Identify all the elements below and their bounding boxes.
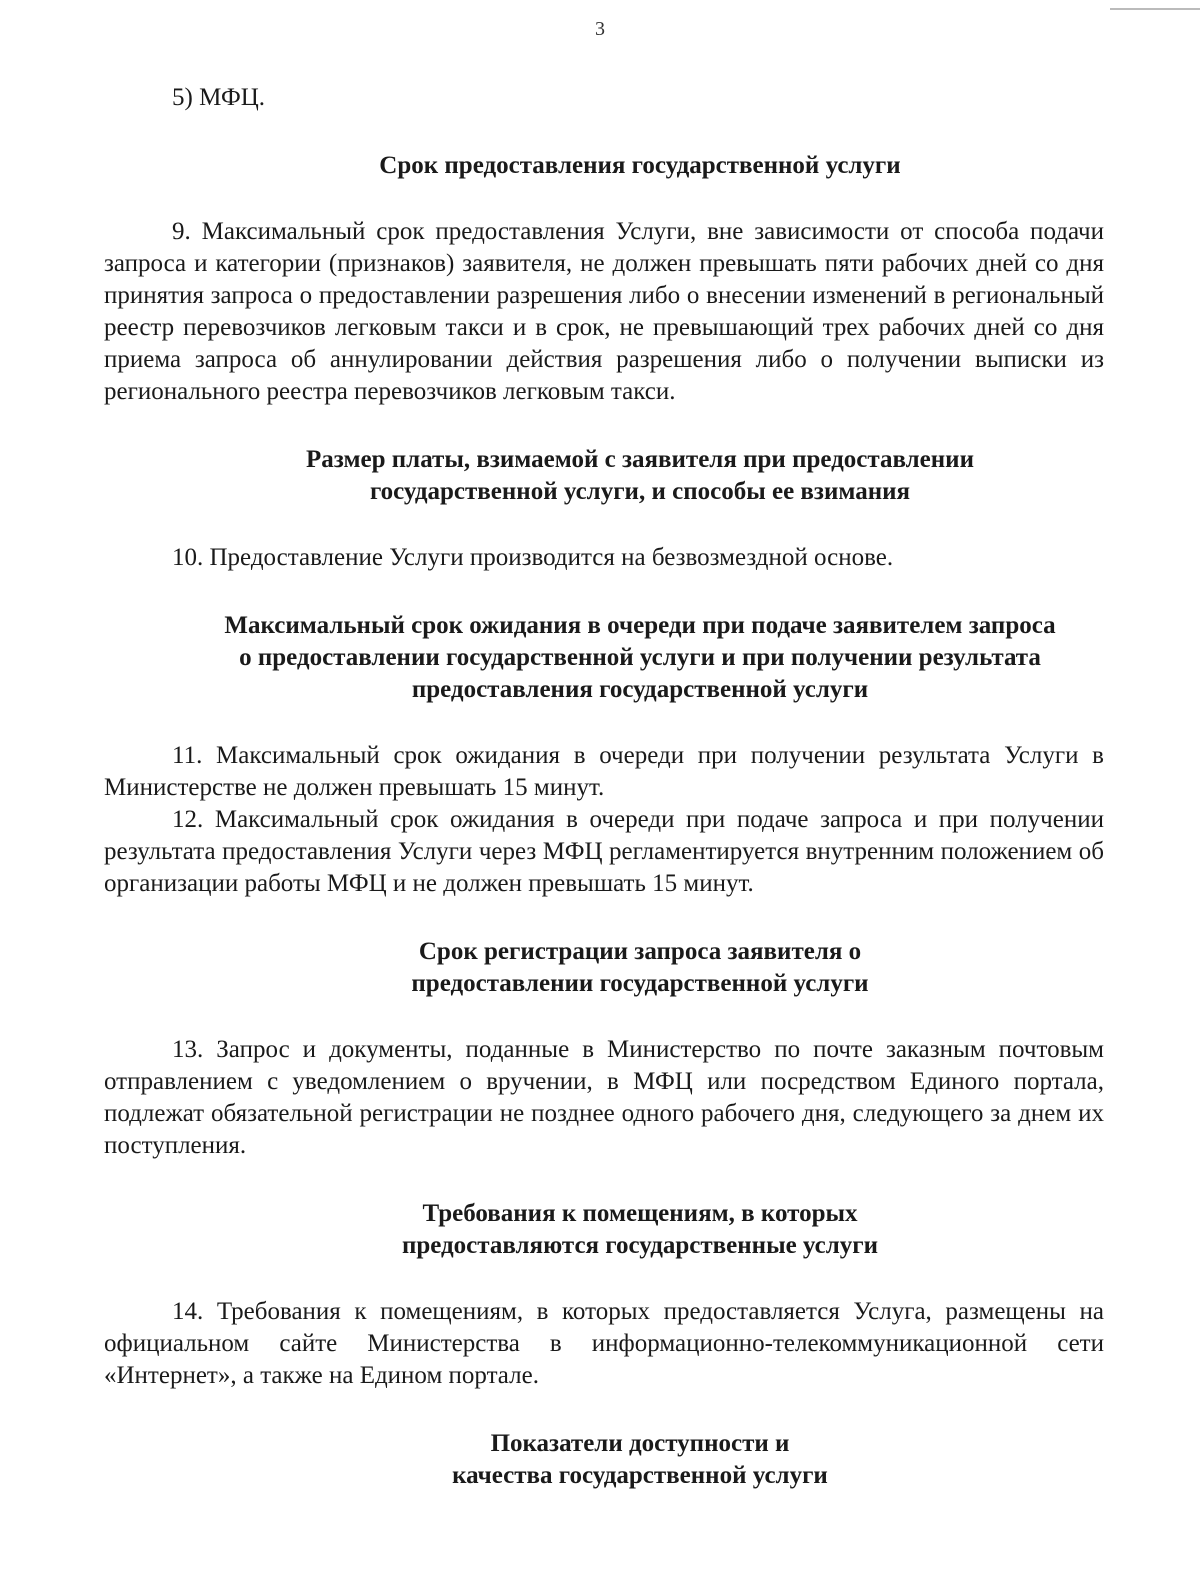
page-number: 3 bbox=[595, 18, 605, 40]
section-heading: Срок предоставления государственной услуги bbox=[379, 152, 901, 179]
list-item-mfc: 5) МФЦ. bbox=[172, 84, 266, 111]
paragraph-13: 13. Запрос и документы, поданные в Министерство по почте заказным почтовым отправлением с уведомлением о вручении, в МФЦ или посредством Единого портала, подлежат обязательной регистрации не позднее одного рабочего дня, следующего за днем их поступления. bbox=[104, 1036, 1104, 1159]
section-heading: Показатели доступности и качества государственной услуги bbox=[452, 1430, 828, 1489]
paragraph-14: 14. Требования к помещениям, в которых предоставляется Услуга, размещены на официальном сайте Министерства в информационно-телекоммуникационной сети «Интернет», а также на Едином портале. bbox=[104, 1298, 1104, 1389]
section-indicators bbox=[104, 1428, 1104, 1492]
section-heading: Требования к помещениям, в которых предоставляются государственные услуги bbox=[401, 1200, 879, 1259]
section-term bbox=[104, 150, 1104, 408]
section-premises bbox=[104, 1198, 1104, 1392]
paragraph-10: 10. Предоставление Услуги производится на безвозмездной основе. bbox=[172, 544, 894, 571]
scan-corner-mark bbox=[1110, 0, 1200, 10]
paragraph-12: 12. Максимальный срок ожидания в очереди при подаче запроса и при получении результата предоставления Услуги через МФЦ регламентируется внутренним положением об организации работы МФЦ и не должен превышать 15 минут. bbox=[104, 806, 1104, 897]
document-body bbox=[104, 82, 1104, 1492]
section-registration bbox=[104, 936, 1104, 1162]
section-fee bbox=[104, 444, 1104, 574]
paragraph-9: 9. Максимальный срок предоставления Услуги, вне зависимости от способа подачи запроса и категории (признаков) заявителя, не должен превышать пяти рабочих дней со дня принятия запроса о предоставлении разрешения либо о внесении изменений в региональный реестр перевозчиков легковым такси и в срок, не превышающий трех рабочих дней со дня приема запроса об аннулировании действия разрешения либо о получении выписки из регионального реестра перевозчиков легковым такси. bbox=[104, 218, 1104, 405]
paragraph-11: 11. Максимальный срок ожидания в очереди при получении результата Услуги в Министерстве не должен превышать 15 минут. bbox=[104, 742, 1104, 801]
section-heading: Размер платы, взимаемой с заявителя при предоставлении государственной услуги, и способы ее взимания bbox=[306, 446, 974, 505]
section-queue bbox=[104, 610, 1104, 900]
section-heading: Срок регистрации запроса заявителя о предоставлении государственной услуги bbox=[411, 938, 869, 997]
section-heading: Максимальный срок ожидания в очереди при подаче заявителем запроса о предоставлении государственной услуги и при получении результата предоставления государственной услуги bbox=[224, 612, 1056, 703]
